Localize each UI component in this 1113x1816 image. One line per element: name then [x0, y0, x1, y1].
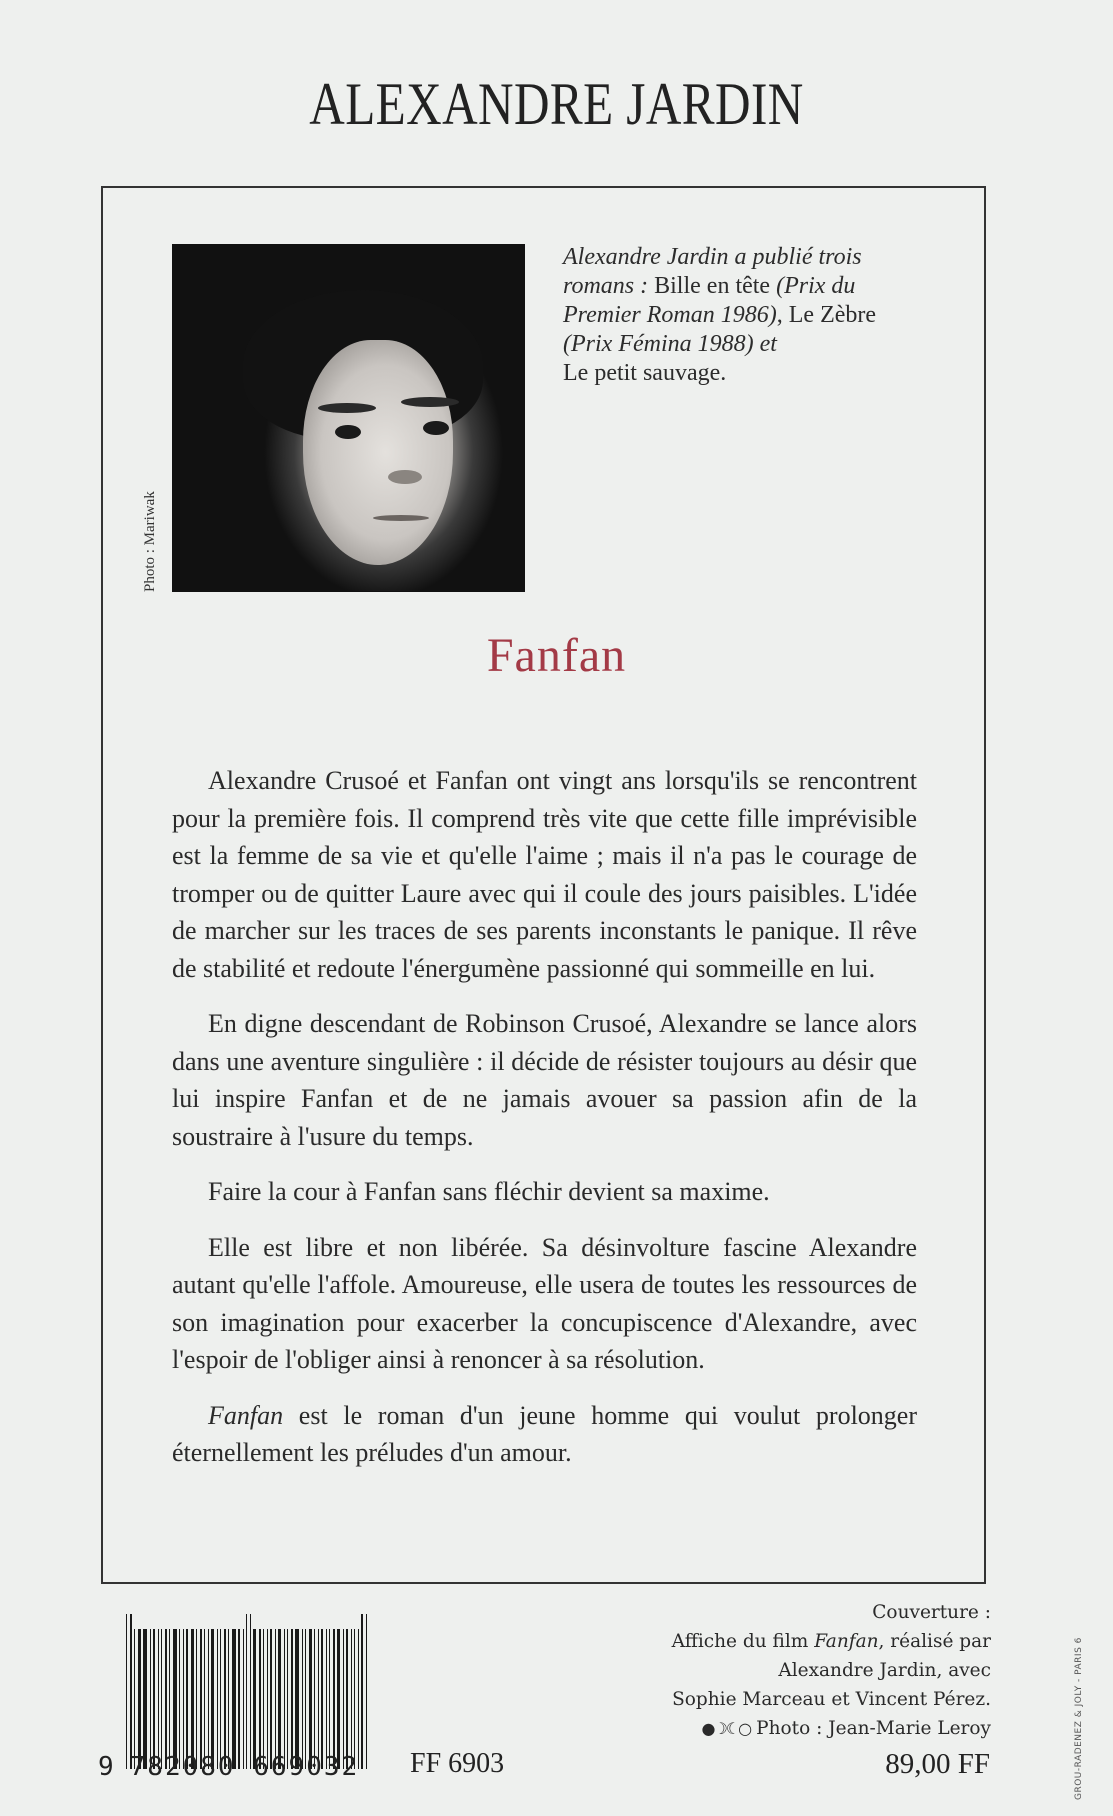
photo-face — [303, 340, 453, 565]
cover-credits-heading: Couverture : — [872, 1602, 991, 1623]
blurb-paragraph — [172, 1397, 917, 1472]
blurb-title-italic: Fanfan — [208, 1400, 284, 1430]
photo-mouth — [373, 515, 429, 521]
photo-nose — [388, 470, 422, 484]
cover-text: Affiche du film — [671, 1631, 815, 1652]
photo-brow — [318, 403, 376, 413]
blurb-paragraph: Elle est libre et non libérée. Sa désinvolture fascine Alexandre autant qu'elle l'affole. Amoureuse, elle usera de toutes les ressources de son imagination pour exacerber la concupiscence d'Alexandre, avec l'espoir de l'obliger ainsi à renoncer à sa résolution. — [172, 1232, 917, 1374]
bio-intro: Alexandre Jardin a publié trois romans : — [563, 244, 862, 299]
barcode — [126, 1614, 382, 1769]
cover-text: , réalisé par — [878, 1631, 991, 1652]
blurb-paragraph: Alexandre Crusoé et Fanfan ont vingt ans lorsqu'ils se rencontrent pour la première fois. Il comprend très vite que cette fille imprévisible est la femme de sa vie et qu'elle l'aime ; mais il n'a pas le courage de tromper ou de quitter Laure avec qui il coule des jours paisibles. L'idée de marcher sur les traces de ses parents inconstants le panique. Il rêve de stabilité et redoute l'énergumène passionné qui sommeille en lui. — [172, 766, 917, 983]
cover-credits — [672, 1598, 991, 1743]
blurb-paragraph: Faire la cour à Fanfan sans fléchir devient sa maxime. — [208, 1177, 770, 1206]
printer-credit: GROU-RADENEZ & JOLY - PARIS 6 — [1074, 1637, 1084, 1800]
author-photo — [172, 244, 525, 592]
product-code: FF 6903 — [410, 1748, 505, 1779]
cover-credits-line: Sophie Marceau et Vincent Pérez. — [672, 1689, 991, 1710]
bio-prize-2: (Prix Fémina 1988) et — [563, 331, 777, 357]
film-title: Fanfan — [814, 1631, 879, 1652]
bio-prize-1: (Prix du Premier Roman 1986) — [563, 273, 856, 328]
cover-photo-credit: Photo : Jean-Marie Leroy — [756, 1718, 991, 1739]
blurb-text: est le roman d'un jeune homme qui voulut prolonger éternellement les préludes d'un amour. — [172, 1400, 917, 1467]
cover-credits-line: Alexandre Jardin, avec — [778, 1660, 991, 1681]
author-heading: ALEXANDRE JARDIN — [309, 71, 804, 137]
photo-credit: Photo : Mariwak — [142, 491, 158, 592]
bio-book-1: Bille en tête — [654, 273, 771, 299]
publisher-logo-icon: ●☽☾○ — [701, 1719, 751, 1738]
cover-credits-line — [672, 1714, 991, 1743]
barcode-lead-digit: 9 — [98, 1752, 116, 1782]
blurb-paragraph: En digne descendant de Robinson Crusoé, Alexandre se lance alors dans une aventure singulière : il décide de résister toujours au désir que lui inspire Fanfan et de ne jamais avouer sa passion afin de la soustraire à l'usure du temps. — [172, 1009, 917, 1151]
blurb — [172, 762, 917, 1490]
bio-book-3: Le petit sauvage. — [563, 360, 727, 386]
price: 89,00 FF — [885, 1748, 990, 1780]
cover-credits-line — [672, 1627, 991, 1656]
bio-book-2: Le Zèbre — [788, 302, 877, 328]
photo-eye — [335, 425, 361, 439]
photo-eye — [423, 421, 449, 435]
barcode-number: 782080 669032 — [129, 1752, 360, 1782]
barcode-digits — [98, 1752, 359, 1782]
book-title: Fanfan — [486, 629, 627, 682]
photo-brow — [401, 397, 459, 407]
author-bio: Alexandre Jardin a publié trois romans : Bille en tête (Prix du Premier Roman 1986), Le Zèbre (Prix Fémina 1988) et Le petit sauvage. — [563, 244, 877, 386]
